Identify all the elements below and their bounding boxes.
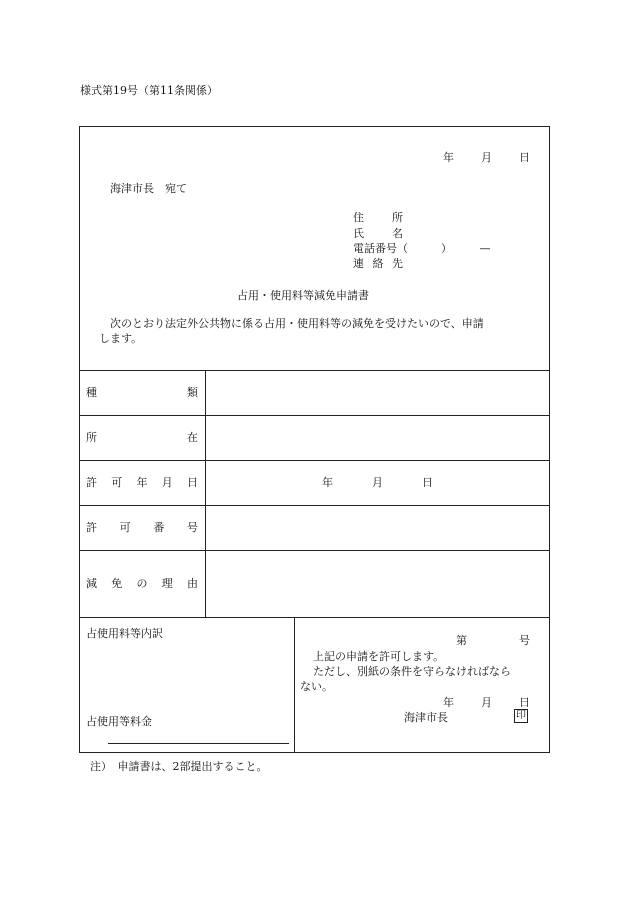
addressee: 海津市長 宛て	[110, 182, 187, 195]
approval-number-prefix: 第	[456, 634, 467, 647]
approval-date-year: 年	[443, 696, 454, 709]
label-column-divider	[205, 370, 206, 617]
divider	[79, 460, 550, 461]
type-label: 種 類	[86, 386, 198, 399]
contact-label: 連 絡 先	[353, 257, 403, 270]
phone-label: 電話番号（ ） —	[353, 242, 491, 255]
divider	[79, 505, 550, 506]
permit-date-month: 月	[372, 476, 383, 489]
divider	[79, 415, 550, 416]
approval-text-line-1: 上記の申請を許可します。	[313, 650, 445, 663]
footnote: 注） 申請書は、2部提出すること。	[90, 760, 268, 773]
approval-text-line-2: ただし、別紙の条件を守らなければなら	[313, 665, 511, 678]
address-label: 住 所	[353, 211, 403, 224]
fee-amount-label: 占使用等料金	[86, 715, 152, 728]
name-label: 氏 名	[353, 227, 403, 240]
permit-date-day: 日	[422, 476, 433, 489]
approval-text-line-3: ない。	[300, 680, 333, 693]
fee-breakdown-label: 占使用料等内訳	[86, 627, 163, 640]
permit-date-year: 年	[322, 476, 333, 489]
divider	[79, 617, 550, 618]
fee-approval-divider	[294, 617, 295, 753]
divider	[79, 370, 550, 371]
location-label: 所 在	[86, 431, 198, 444]
body-text-line-2: します。	[99, 332, 143, 345]
header-date-day: 日	[519, 151, 530, 164]
approval-date-month: 月	[481, 696, 492, 709]
form-number: 様式第19号（第11条関係）	[80, 84, 218, 97]
approval-number-suffix: 号	[519, 634, 530, 647]
reason-label: 減 免 の 理 由	[86, 577, 198, 590]
fee-amount-underline	[108, 743, 289, 744]
header-date-year: 年	[443, 151, 454, 164]
approval-mayor: 海津市長	[404, 711, 448, 724]
seal-stamp-box: 印	[516, 710, 526, 721]
permit-number-label: 許 可 番 号	[86, 521, 198, 534]
divider	[79, 550, 550, 551]
approval-date-day: 日	[519, 696, 530, 709]
body-text-line-1: 次のとおり法定外公共物に係る占用・使用料等の減免を受けたいので、申請	[110, 317, 484, 330]
header-date-month: 月	[481, 151, 492, 164]
permit-date-label: 許 可 年 月 日	[86, 476, 198, 489]
form-title: 占用・使用料等減免申請書	[237, 289, 369, 302]
